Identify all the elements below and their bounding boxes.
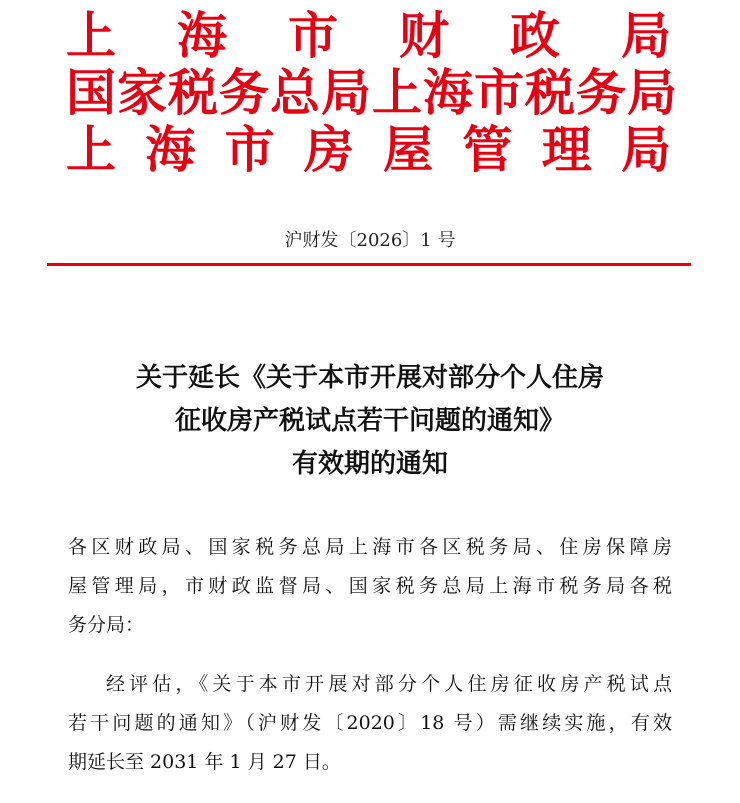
addressee-line-1: 各区财政局、国家税务总局上海市各区税务局、住房保障房 [68, 536, 672, 558]
title-line-1: 关于延长《关于本市开展对部分个人住房 [135, 363, 604, 393]
title-line-3: 有效期的通知 [291, 449, 448, 479]
document-title [40, 357, 700, 486]
red-divider-line [47, 263, 691, 266]
addressee-line-2: 屋管理局，市财政监督局、国家税务总局上海市税务局各税 [68, 575, 672, 597]
paragraph-line-2: 若干问题的通知》（沪财发〔2020〕18 号）需继续实施，有效 [68, 712, 672, 734]
issuer-shanghai-housing-bureau: 上海市房屋管理局 [66, 121, 672, 179]
issuer-shanghai-finance-bureau: 上海市财政局 [66, 7, 672, 65]
paragraph-line-3: 期延长至 2031 年 1 月 27 日。 [68, 751, 341, 773]
document-number: 沪财发〔2026〕1 号 [284, 230, 456, 251]
issuer-shanghai-tax-bureau: 国家税务总局上海市税务局 [66, 64, 678, 122]
paragraph-line-1: 经评估，《关于本市开展对部分个人住房征收房产税试点 [106, 673, 672, 695]
addressee-line-3: 务分局： [68, 614, 145, 636]
body-paragraph [68, 665, 672, 782]
title-line-2: 征收房产税试点若干问题的通知》 [174, 406, 565, 436]
issuing-authorities [66, 7, 678, 179]
addressee-block [68, 528, 672, 645]
